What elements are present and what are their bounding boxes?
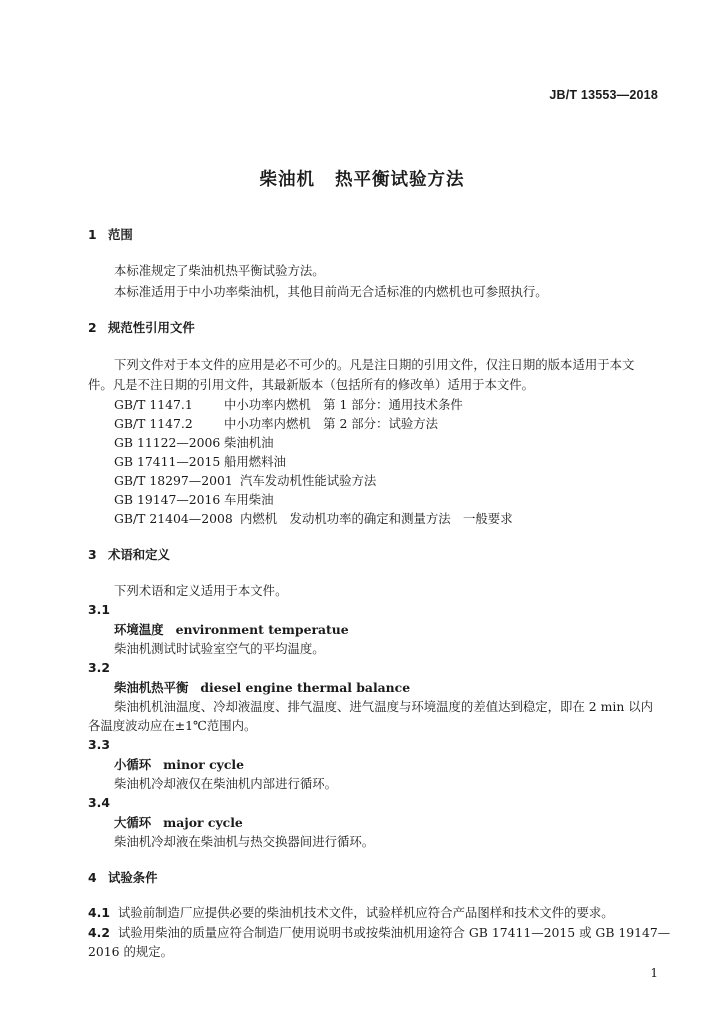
reference-item [114, 473, 376, 489]
reference-item [114, 454, 286, 470]
section-title: 术语和定义 [108, 547, 170, 562]
reference-title: 中小功率内燃机 第 2 部分：试验方法 [224, 416, 439, 431]
title-part-2: 热平衡试验方法 [335, 170, 465, 190]
term-number: 3.4 [88, 795, 110, 810]
reference-title: 汽车发动机性能试验方法 [240, 473, 377, 488]
term-heading [114, 815, 243, 831]
section-number: 4 [88, 870, 97, 885]
clause-text: 试验用柴油的质量应符合制造厂使用说明书或按柴油机用途符合 GB 17411—2015 或 GB 19147— [118, 925, 671, 940]
reference-title: 船用燃料油 [224, 454, 286, 469]
section-3-heading [88, 547, 170, 563]
reference-item [114, 492, 274, 508]
clause-text: 试验前制造厂应提供必要的柴油机技术文件，试验样机应符合产品图样和技术文件的要求。 [118, 905, 614, 920]
reference-title: 中小功率内燃机 第 1 部分：通用技术条件 [224, 397, 463, 412]
clause-number: 4.1 [88, 905, 110, 920]
term-definition: 柴油机冷却液在柴油机与热交换器间进行循环。 [114, 834, 375, 849]
term-en: diesel engine thermal balance [200, 680, 411, 695]
reference-item [114, 416, 438, 432]
reference-code: GB 19147—2016 [114, 492, 221, 507]
section-title: 试验条件 [108, 870, 158, 885]
term-heading [114, 622, 349, 638]
section-number: 3 [88, 547, 97, 562]
section-title: 规范性引用文件 [108, 320, 195, 335]
term-number: 3.3 [88, 737, 110, 752]
reference-code: GB 11122—2006 [114, 435, 221, 450]
term-heading [114, 680, 410, 696]
term-en: environment temperatue [175, 622, 349, 637]
reference-title: 柴油机油 [224, 435, 274, 450]
term-zh: 柴油机热平衡 [114, 680, 189, 695]
reference-title: 车用柴油 [224, 492, 274, 507]
section-4-heading [88, 870, 158, 886]
title-part-1: 柴油机 [259, 170, 315, 190]
term-heading [114, 757, 244, 773]
reference-code: GB 17411—2015 [114, 454, 221, 469]
term-definition: 柴油机冷却液仅在柴油机内部进行循环。 [114, 776, 338, 791]
section-number: 1 [88, 227, 97, 242]
term-en: minor cycle [163, 757, 244, 772]
clause-4-1 [88, 905, 614, 921]
term-en: major cycle [163, 815, 243, 830]
term-zh: 小循环 [114, 757, 152, 772]
term-number: 3.1 [88, 602, 110, 617]
document-title [0, 166, 724, 191]
clause-4-2-continued: 2016 的规定。 [88, 944, 174, 959]
reference-item [114, 397, 463, 413]
section-3-intro: 下列术语和定义适用于本文件。 [114, 583, 288, 598]
clause-number: 4.2 [88, 925, 110, 940]
term-number: 3.2 [88, 660, 110, 675]
page-number: 1 [650, 966, 658, 980]
term-zh: 大循环 [114, 815, 152, 830]
section-number: 2 [88, 320, 97, 335]
section-1-paragraph-2: 本标准适用于中小功率柴油机，其他目前尚无合适标准的内燃机也可参照执行。 [114, 284, 548, 299]
section-2-intro-line-1: 下列文件对于本文件的应用是必不可少的。凡是注日期的引用文件，仅注日期的版本适用于本文 [114, 357, 635, 372]
reference-code: GB/T 1147.2 [114, 416, 193, 431]
section-2-heading [88, 320, 195, 336]
section-title: 范围 [108, 227, 133, 242]
section-1-paragraph-1: 本标准规定了柴油机热平衡试验方法。 [114, 263, 325, 278]
term-definition-continued: 各温度波动应在±1℃范围内。 [88, 718, 257, 733]
section-1-heading [88, 227, 133, 243]
reference-code: GB/T 18297—2001 [114, 473, 233, 488]
reference-title: 内燃机 发动机功率的确定和测量方法 一般要求 [240, 511, 513, 526]
reference-code: GB/T 1147.1 [114, 397, 193, 412]
section-2-intro-line-2: 件。凡是不注日期的引用文件，其最新版本（包括所有的修改单）适用于本文件。 [88, 377, 535, 392]
reference-item [114, 435, 274, 451]
term-definition: 柴油机机油温度、冷却液温度、排气温度、进气温度与环境温度的差值达到稳定，即在 2 min 以内 [114, 699, 654, 714]
term-zh: 环境温度 [114, 622, 164, 637]
reference-code: GB/T 21404—2008 [114, 511, 233, 526]
term-definition: 柴油机测试时试验室空气的平均温度。 [114, 641, 325, 656]
reference-item [114, 511, 513, 527]
standard-code: JB/T 13553—2018 [549, 88, 658, 102]
clause-4-2 [88, 925, 670, 941]
